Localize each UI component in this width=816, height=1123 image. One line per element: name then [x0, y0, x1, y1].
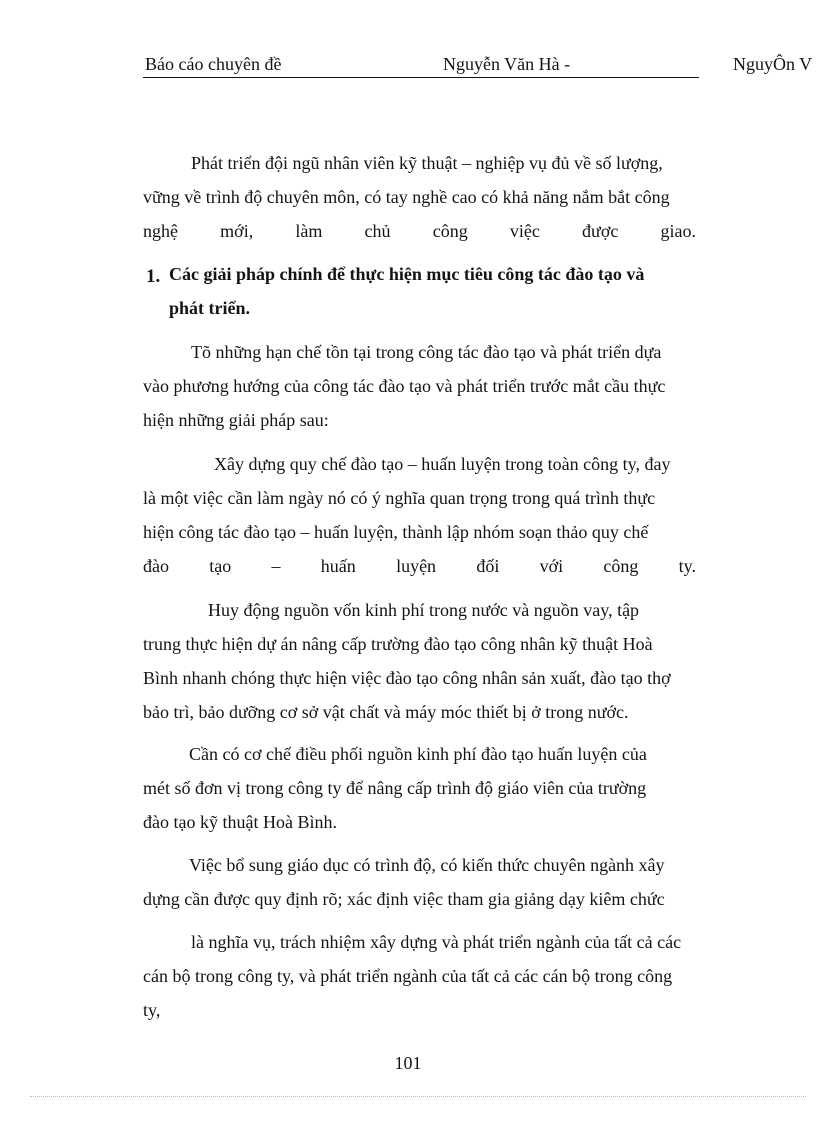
page-bottom-divider: [30, 1096, 806, 1097]
section-heading-number: 1.: [146, 266, 161, 287]
paragraph-line: Cần có cơ chế điều phối nguồn kinh phí đào tạo huấn luyện của: [189, 744, 647, 764]
paragraph-line: là nghĩa vụ, trách nhiệm xây dựng và phát triển ngành của tất cả các: [191, 932, 682, 952]
header-author: Nguyễn Văn Hà -: [443, 54, 571, 74]
paragraph-line: Bình nhanh chóng thực hiện việc đào tạo công nhân sản xuất, đào tạo thợ: [143, 668, 671, 688]
page-number: 101: [394, 1053, 422, 1073]
paragraph-line: Tõ những hạn chế tồn tại trong công tác đào tạo và phát triển dựa: [191, 342, 662, 362]
header-report-title: Báo cáo chuyên đề: [145, 54, 282, 74]
section-heading: Các giải pháp chính để thực hiện mục tiêu công tác đào tạo và: [169, 264, 645, 284]
paragraph-line: hiện những giải pháp sau:: [143, 410, 329, 430]
header-rule: [143, 77, 699, 78]
paragraph-line: vững về trình độ chuyên môn, có tay nghề cao có khả năng nắm bắt công: [143, 187, 670, 207]
paragraph-line: mét số đơn vị trong công ty để nâng cấp trình độ giáo viên của trường: [143, 778, 647, 798]
paragraph-line: Xây dựng quy chế đào tạo – huấn luyện trong toàn công ty, đay: [214, 454, 671, 474]
paragraph-line: bảo trì, bảo dưỡng cơ sở vật chất và máy móc thiết bị ở trong nước.: [143, 702, 629, 722]
paragraph-line: cán bộ trong công ty, và phát triển ngành của tất cả các cán bộ trong công: [143, 966, 673, 986]
paragraph-line: hiện công tác đào tạo – huấn luyện, thành lập nhóm soạn thảo quy chế: [143, 522, 649, 542]
paragraph-line: Việc bổ sung giáo dục có trình độ, có kiến thức chuyên ngành xây: [189, 855, 665, 875]
paragraph-line: trung thực hiện dự án nâng cấp trường đào tạo công nhân kỹ thuật Hoà: [143, 634, 653, 654]
paragraph-line: đào tạo kỹ thuật Hoà Bình.: [143, 812, 337, 832]
paragraph-line: nghệ mới, làm chủ công việc được giao.: [143, 221, 696, 241]
page-header: [0, 0, 816, 80]
paragraph-line: Phát triển đội ngũ nhân viên kỹ thuật – nghiệp vụ đủ về số lượng,: [191, 153, 663, 173]
paragraph-line: đào tạo – huấn luyện đối với công ty.: [143, 556, 696, 576]
section-heading: phát triển.: [169, 298, 250, 318]
paragraph-line: ty,: [143, 1000, 161, 1020]
paragraph-line: Huy động nguồn vốn kinh phí trong nước và nguồn vay, tập: [208, 600, 640, 620]
paragraph-line: vào phương hướng của công tác đào tạo và phát triển trước mắt cầu thực: [143, 376, 666, 396]
paragraph-line: dựng cần được quy định rõ; xác định việc tham gia giảng dạy kiêm chức: [143, 889, 665, 909]
header-author-truncated: NguyÔn V: [733, 54, 813, 74]
paragraph-line: là một việc cần làm ngày nó có ý nghĩa quan trọng trong quá trình thực: [143, 488, 656, 508]
